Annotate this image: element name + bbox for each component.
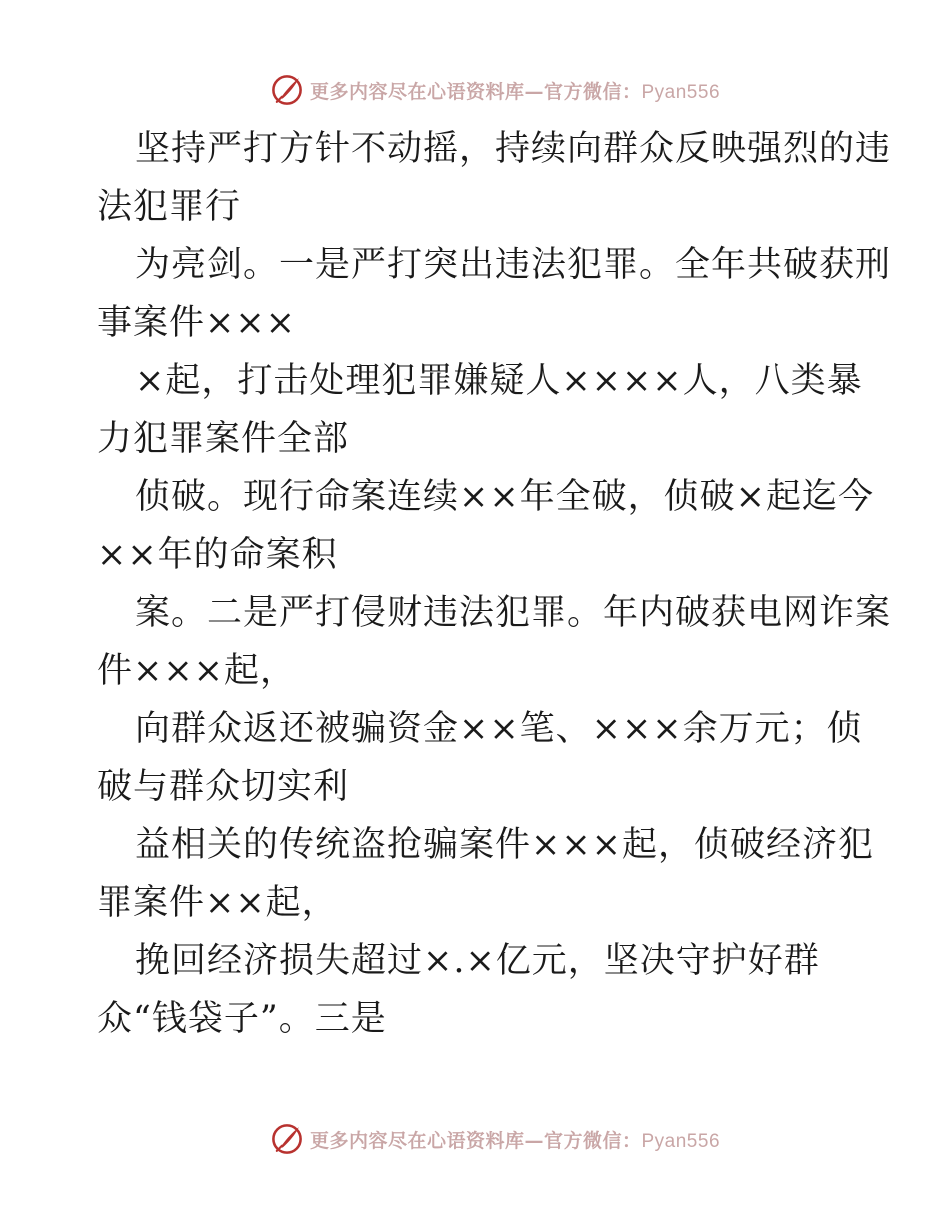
body-line: 力犯罪案件全部 (97, 419, 350, 459)
body-line: 向群众返还被骗资金××笔、×××余万元；侦 (135, 709, 863, 749)
body-line: 益相关的传统盗抢骗案件×××起，侦破经济犯 (135, 825, 874, 865)
footer-watermark-cn: 更多内容尽在心语资料库—官方微信： (309, 1129, 642, 1152)
body-line: 件×××起， (97, 651, 296, 691)
body-line: 案。二是严打侵财违法犯罪。年内破获电网诈案 (135, 593, 892, 633)
header-watermark-id: Pyan556 (641, 81, 721, 103)
quill-logo-icon (270, 73, 304, 107)
header-watermark-text (310, 77, 720, 104)
footer-watermark-text (310, 1126, 720, 1153)
body-line: 事案件××× (97, 303, 296, 343)
body-line: 破与群众切实利 (97, 767, 350, 807)
body-line: 挽回经济损失超过×.×亿元，坚决守护好群 (135, 941, 820, 981)
body-line: ×起，打击处理犯罪嫌疑人××××人，八类暴 (135, 361, 863, 401)
header-watermark-cn: 更多内容尽在心语资料库—官方微信： (309, 80, 642, 103)
header-watermark (0, 70, 950, 110)
body-line: 罪案件××起， (97, 883, 338, 923)
body-line: 侦破。现行命案连续××年全破，侦破×起迄今 (135, 477, 874, 517)
footer-watermark-id: Pyan556 (641, 1130, 721, 1152)
footer-watermark (0, 1119, 950, 1159)
document-body (97, 120, 892, 1048)
quill-logo-icon (270, 1122, 304, 1156)
body-line: 为亮剑。一是严打突出违法犯罪。全年共破获刑 (135, 245, 892, 285)
body-line: 众“钱袋子”。三是 (97, 999, 387, 1039)
body-line: ××年的命案积 (97, 535, 338, 575)
body-line: 法犯罪行 (97, 187, 242, 227)
body-line: 坚持严打方针不动摇，持续向群众反映强烈的违 (135, 129, 892, 169)
